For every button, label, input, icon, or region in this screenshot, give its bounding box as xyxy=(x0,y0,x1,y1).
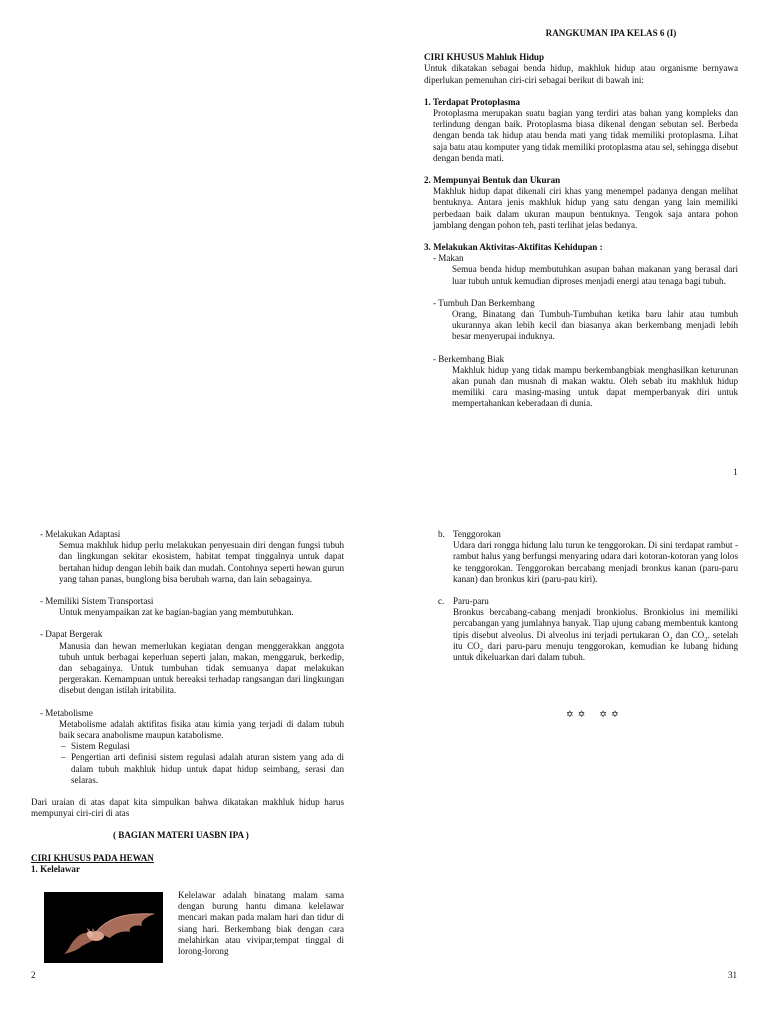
bat-image xyxy=(44,892,163,963)
list-item xyxy=(31,752,344,786)
page-number-31: 31 xyxy=(728,970,738,980)
tumbuh-text: Orang, Binatang dan Tumbuh-Tumbuhan ketika baru lahir atau tumbuh ukurannya akan lebih kecil dan biasanya akan berkembang menjadi lebih besar menyerupai induknya. xyxy=(452,309,738,342)
tenggorokan-label: Tenggorokan xyxy=(453,529,501,539)
adaptasi-label: - Melakukan Adaptasi xyxy=(40,529,121,539)
list-item xyxy=(429,529,738,585)
makan-label: - Makan xyxy=(433,253,464,264)
dash-item-2-text: Pengertian arti definisi sistem regulasi adalah aturan sistem yang ada di dalam tubuh makhluk hidup untuk dapat hidup seimbang, serasi dan selaras. xyxy=(71,752,344,785)
kelelawar-text: Kelelawar adalah binatang malam sama dengan burung hantu dimana kelelawar mencari makan pada malam hari dan tidur di siang hari. Berkembang biak dengan cara melahirkan atau vivipar,tempat tinggal di lorong-lorong xyxy=(178,890,344,957)
biak-label: - Berkembang Biak xyxy=(433,353,505,364)
section-1-text: Protoplasma merupakan suatu bagian yang terdiri atas bahan yang kompleks dan terlindung dengan baik. Protoplasma biasa dikenal dengan sebutan sel. Berbeda dengan benda tak hidup atau benda mati yang tidak memiliki protoplasma. Lihat saja batu atau komputer yang tidak memiliki protoplasma atau sel, sehingga disebut dengan benda mati. xyxy=(433,108,738,163)
metabolisme-label: - Metabolisme xyxy=(40,707,93,718)
section-2-title: 2. Mempunyai Bentuk dan Ukuran xyxy=(424,175,561,186)
tumbuh-label: - Tumbuh Dan Berkembang xyxy=(433,297,535,308)
adaptasi-text: Semua makhluk hidup perlu melakukan penyesuain diri dengan fungsi tubuh dan lingkungan sekitar ekosistem, habitat tempat tinggalnya untuk dapat bertahan hidup dengan lebih baik dan mudah. Contohnya seperti hewan gurun yang tahan panas, bunglong bisa berubah warna, dan lain sebagainya. xyxy=(59,540,344,584)
section-1-title: 1. Terdapat Protoplasma xyxy=(424,96,521,107)
page2-column xyxy=(31,529,344,875)
tenggorokan-text: Udara dari rongga hidung lalu turun ke tenggorokan. Di sini terdapat rambut -rambut halus yang berfungsi menyaring udara dari kotoran-kotoran yang lolos ke tenggorokan. Tenggorokan bercabang menjadi bronkus kanan (paru-paru kanan) dan bronkus kiri (paru-pau kiri). xyxy=(453,540,738,584)
bagian-heading: ( BAGIAN MATERI UASBN IPA ) xyxy=(113,830,249,841)
transport-label: - Memiliki Sistem Transportasi xyxy=(40,596,154,607)
conclusion-paragraph: Dari uraian di atas dapat kita simpulkan bahwa dikatakan makhluk hidup harus mempunyai ciri-ciri di atas xyxy=(31,797,344,819)
paru-text: Bronkus bercabang-cabang menjadi bronkiolus. Bronkiolus ini memiliki percabangan yang jumlahnya banyak. Tiap ujung cabang membentuk kantong tipis disebut alveolus. Di alveolus ini terjadi pertukaran $O_2$ dan $CO_2$. setelah itu $CO_2$ dari paru-paru menuju tenggorokan, kemudian ke lubang hidung untuk dikeluarkan dari dalam tubuh. xyxy=(453,607,739,663)
list-marker-b: b. xyxy=(438,529,445,539)
gerak-label: - Dapat Bergerak xyxy=(40,629,103,640)
dash-item-1-text: Sistem Regulasi xyxy=(71,741,130,752)
page1-column xyxy=(424,28,738,410)
section-3-title: 3. Melakukan Aktivitas-Aktifitas Kehidupan : xyxy=(424,242,603,253)
gerak-text: Manusia dan hewan memerlukan kegiatan dengan menggerakkan anggota tubuh untuk berbagai keperluan seperti jalan, makan, menggaruk, berkedip, dan sebagainya. Untuk tumbuhan tidak semuanya dapat melakukan pergerakan. Kemampuan untuk bereaksi terhadap rangsangan dari lingkungan disebut dengan istilah iritabilita. xyxy=(59,640,344,696)
section-2-text: Makhluk hidup dapat dikenali ciri khas yang menempel padanya dengan melihat bentuknya. Antara jenis makhluk hidup yang satu dengan yang lain memiliki perbedaan baik dalam ukuran maupun bentuknya. Tengok saja antara pohon jamblang dengan pohon teh, pasti terlihat jelas bedanya. xyxy=(433,186,738,230)
page-number-1: 1 xyxy=(733,467,738,477)
list-item xyxy=(429,596,738,663)
makan-text: Semua benda hidup membutuhkan asupan bahan makanan yang berasal dari luar tubuh untuk kemudian diproses menjadi energi atau tenaga bagi tubuh. xyxy=(452,264,738,286)
kelelawar-title: 1. Kelelawar xyxy=(31,863,80,874)
dash-marker: – xyxy=(61,752,66,763)
separator-stars: ✡ ✡ ✡ ✡ xyxy=(566,709,620,719)
page-number-2: 2 xyxy=(31,970,36,980)
dash-marker: – xyxy=(61,741,66,752)
list-marker-c: c. xyxy=(438,596,445,607)
list-item xyxy=(31,741,344,752)
biak-text: Makhluk hidup yang tidak mampu berkembangbiak menghasilkan keturunan akan punah dan musnah di makan waktu. Oleh sebab itu makhluk hidup memiliki cara masing-masing untuk dapat memperbanyak diri untuk mempertahankan keberadaan di dunia. xyxy=(452,364,738,409)
page31-column xyxy=(429,529,738,663)
section-heading: CIRI KHUSUS Mahluk Hidup xyxy=(424,52,545,63)
metabolisme-text: Metabolisme adalah aktifitas fisika atau kimia yang terjadi di dalam tubuh baik secara anabolisme maupun katabolisme. xyxy=(59,718,344,741)
paru-label: Paru-paru xyxy=(453,596,489,607)
bat-illustration xyxy=(44,892,163,963)
transport-text: Untuk menyampaikan zat ke bagian-bagian yang membutuhkan. xyxy=(59,607,294,618)
page-title: RANGKUMAN IPA KELAS 6 (I) xyxy=(545,28,677,38)
hewan-heading: CIRI KHUSUS PADA HEWAN xyxy=(31,852,154,863)
intro-paragraph: Untuk dikatakan sebagai benda hidup, makhluk hidup atau organisme bernyawa diperlukan pemenuhan ciri-ciri sebagai berikut di bawah ini: xyxy=(424,63,738,85)
